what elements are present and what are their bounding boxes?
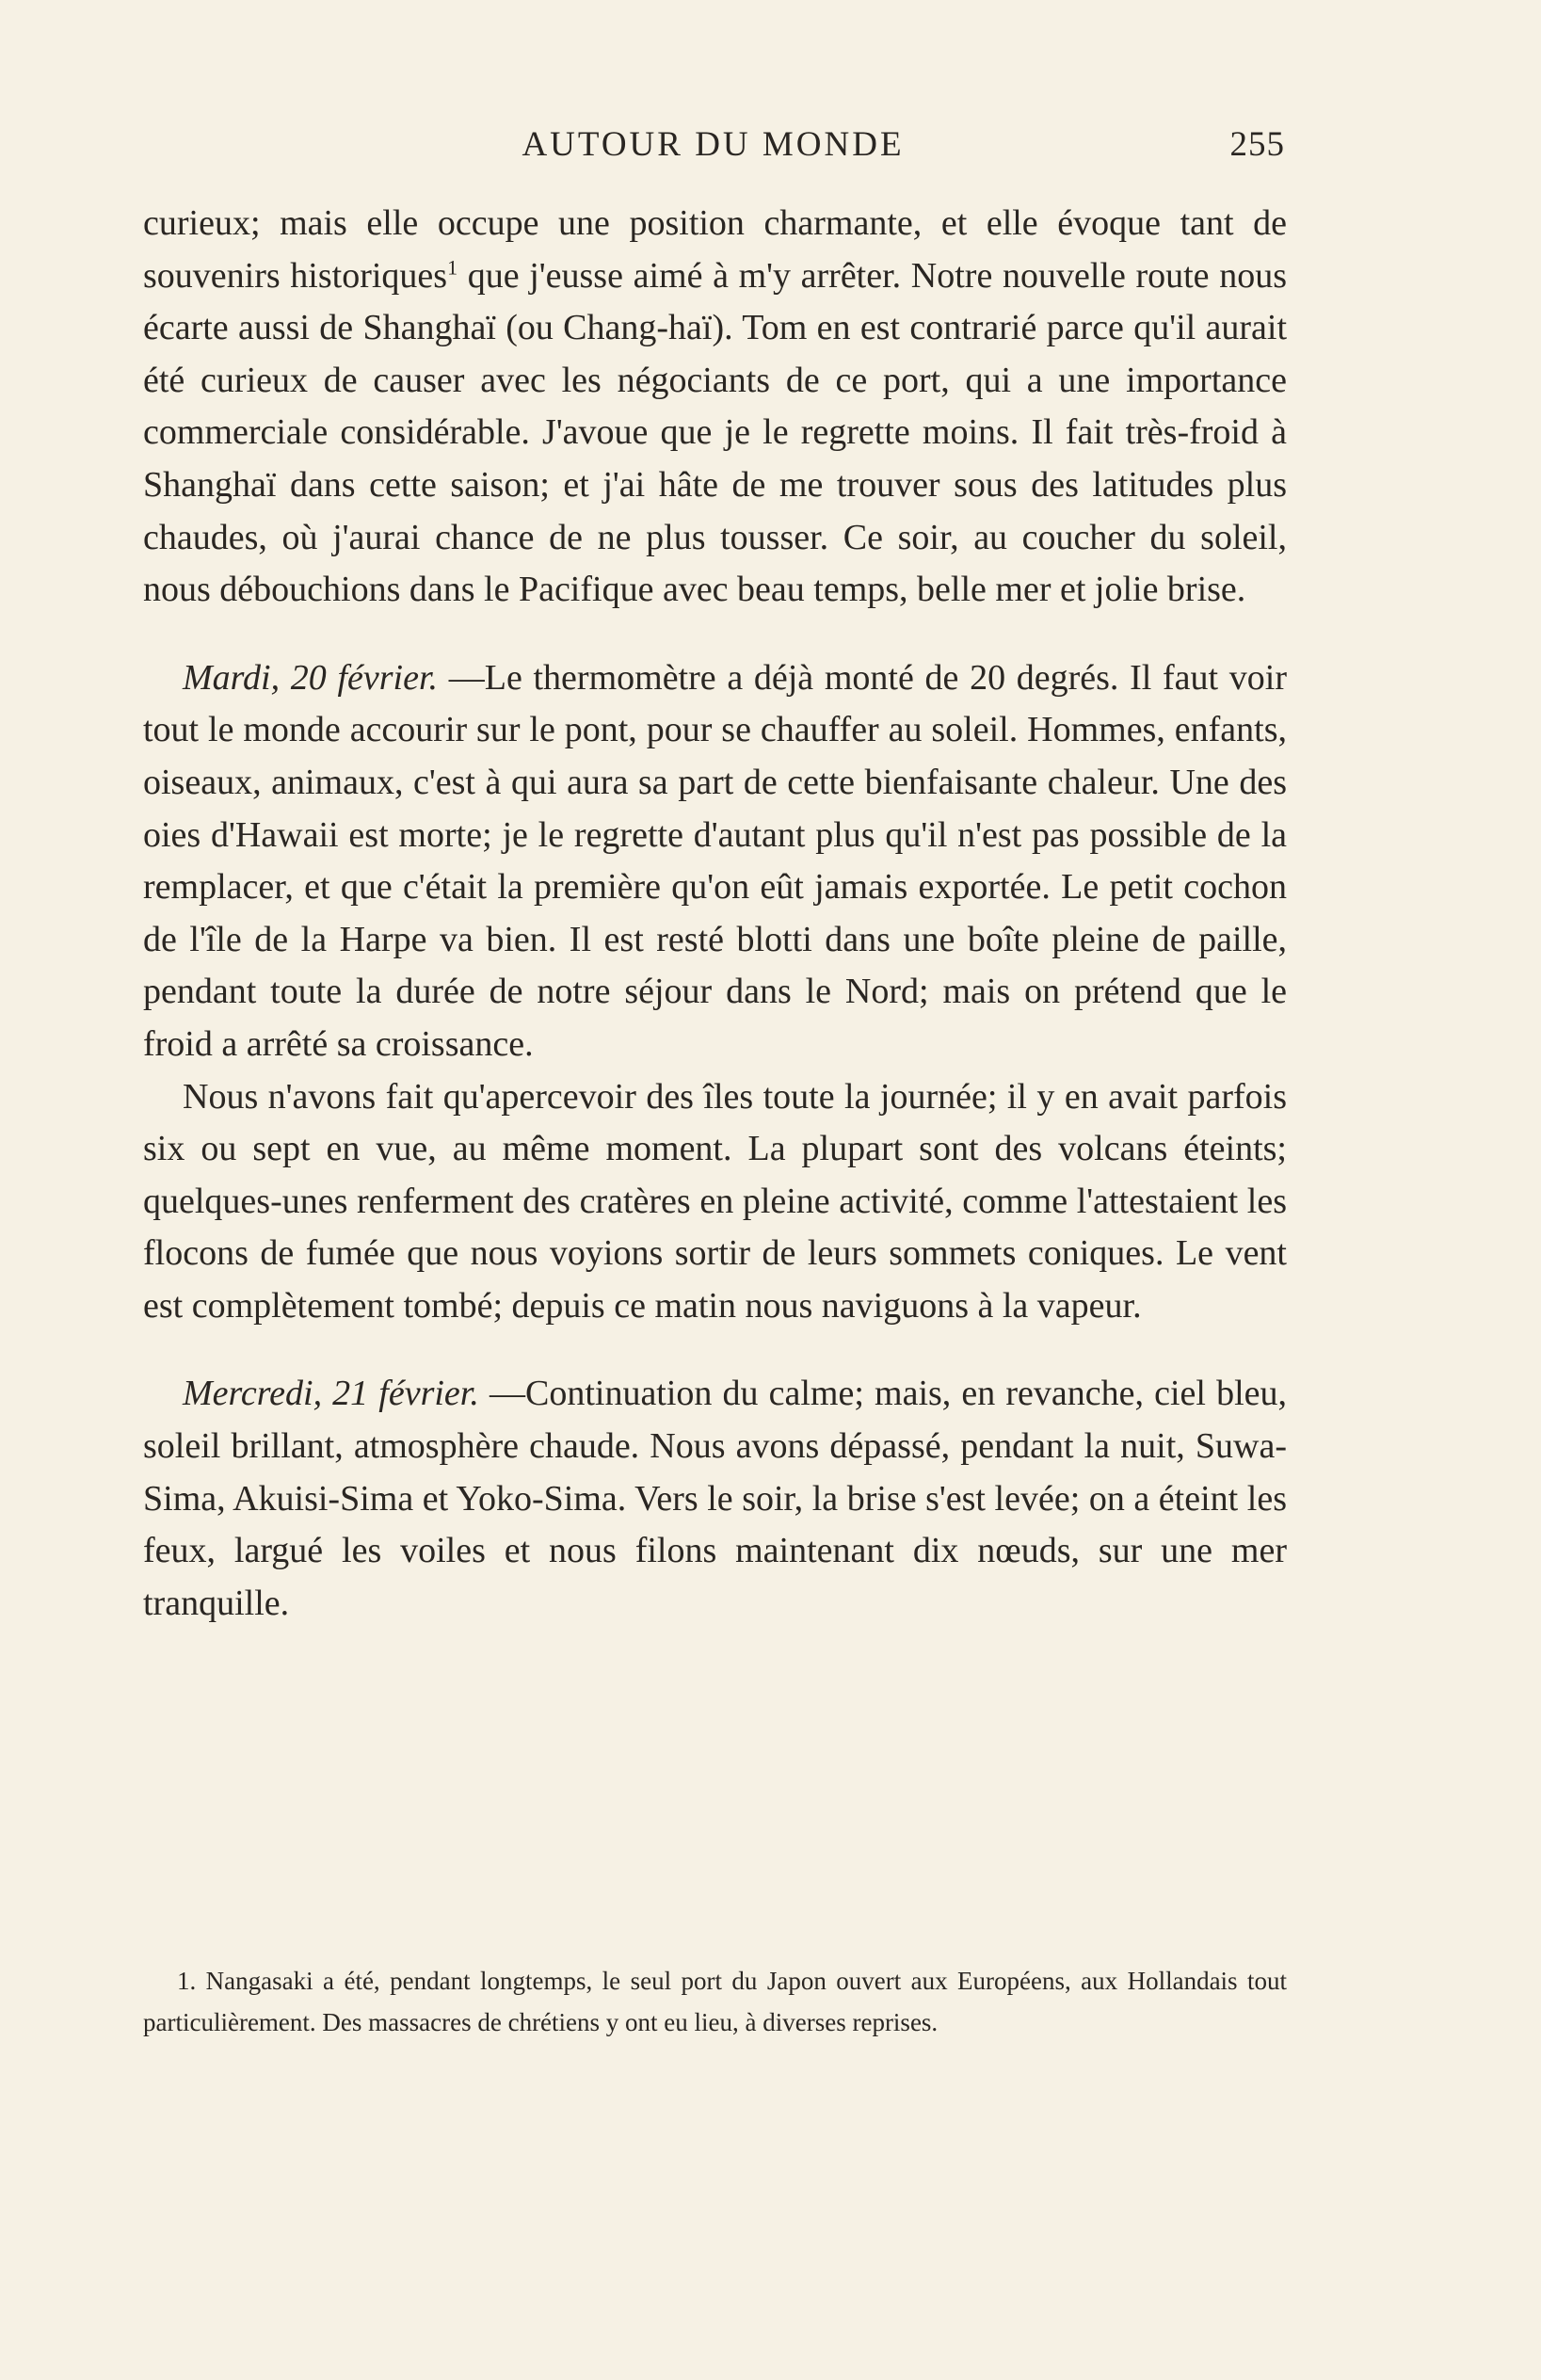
paragraph-3 [143,1071,1287,1333]
footnote-1 [143,1960,1287,2043]
paragraph-1-text-a: curieux; mais elle occupe une position charmante, et elle évoque tant de souvenirs historiques [143,203,1287,296]
paragraph-1-text-b: que j'eusse aimé à m'y arrêter. Notre nouvelle route nous écarte aussi de Shanghaï (ou Chang-haï). Tom en est contrarié parce qu'il aurait été curieux de causer avec les négociants de ce port, qui a une importance commerciale considérable. J'avoue que je le regrette moins. Il fait très-froid à Shanghaï dans cette saison; et j'ai hâte de me trouver sous des latitudes plus chaudes, où j'aurai chance de ne plus tousser. Ce soir, au coucher du soleil, nous débouchions dans le Pacifique avec beau temps, belle mer et jolie brise. [143,255,1287,610]
journal-entry-20-fevrier [143,652,1287,1071]
running-head [141,124,1285,181]
journal-entry-21-fevrier [143,1368,1287,1630]
entry-text: —Continuation du calme; mais, en revanche, ciel bleu, soleil brillant, atmosphère chaude. Nous avons dépassé, pendant la nuit, Suwa-Sima, Akuisi-Sima et Yoko-Sima. Vers le soir, la brise s'est levée; on a éteint les feux, largué les voiles et nous filons maintenant dix nœuds, sur une mer tranquille. [143,1374,1287,1623]
footnote-marker: 1. [177,1967,197,1995]
paragraph-1 [143,198,1287,617]
running-title: AUTOUR DU MONDE [522,125,905,164]
footnote-reference: 1 [447,254,458,279]
entry-date: Mercredi, 21 février. [183,1374,479,1414]
entry-date: Mardi, 20 février. [183,657,439,698]
body-text [143,198,1287,1630]
entry-text: —Le thermomètre a déjà monté de 20 degrés. Il faut voir tout le monde accourir sur le pont, pour se chauffer au soleil. Hommes, enfants, oiseaux, animaux, c'est à qui aura sa part de cette bienfaisante chaleur. Une des oies d'Hawaii est morte; je le regrette d'autant plus qu'il n'est pas possible de la remplacer, et que c'était la première qu'on eût jamais exportée. Le petit cochon de l'île de la Harpe va bien. Il est resté blotti dans une boîte pleine de paille, pendant toute la durée de notre séjour dans le Nord; mais on prétend que le froid a arrêté sa croissance. [143,657,1287,1064]
footnote-text: Nangasaki a été, pendant longtemps, le seul port du Japon ouvert aux Européens, aux Hollandais tout particulièrement. Des massacres de chrétiens y ont eu lieu, à diverses reprises. [143,1967,1287,2036]
page-number: 255 [1229,125,1285,164]
footnotes [143,1960,1287,2043]
paragraph-3-text: Nous n'avons fait qu'apercevoir des îles toute la journée; il y en avait parfois six ou sept en vue, au même moment. La plupart sont des volcans éteints; quelques-unes renferment des cratères en pleine activité, comme l'attestaient les flocons de fumée que nous voyions sortir de leurs sommets coniques. Le vent est complètement tombé; depuis ce matin nous naviguons à la vapeur. [143,1076,1287,1326]
